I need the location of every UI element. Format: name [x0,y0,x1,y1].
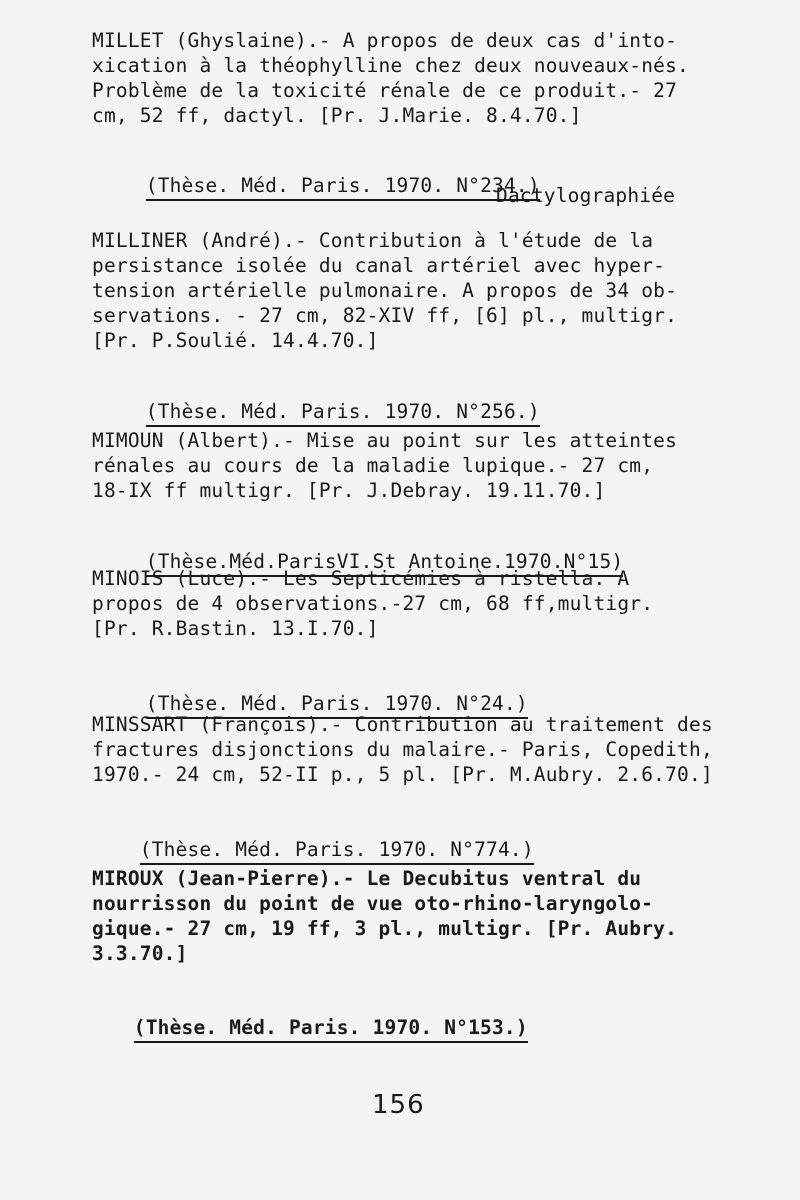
entry-line: Problème de la toxicité rénale de ce produit.- 27 [92,79,678,102]
thesis-reference [98,150,540,225]
entry-line: MILLINER (André).- Contribution à l'étude de la [92,229,654,252]
catalog-entry-minois [92,566,712,641]
thesis-reference-text: (Thèse. Méd. Paris. 1970. N°24.) [146,692,528,719]
entry-line: rénales au cours de la maladie lupique.- 27 cm, [92,454,654,477]
catalog-entry-minssart [92,712,732,787]
entry-line: xication à la théophylline chez deux nouveaux-nés. [92,54,689,77]
catalog-entry-millet [92,28,712,128]
catalog-entry-mimoun [92,428,712,503]
entry-line: [Pr. R.Bastin. 13.I.70.] [92,617,379,640]
entry-line: MIROUX (Jean-Pierre).- Le Decubitus ventral du [92,867,642,890]
thesis-reference [86,992,528,1067]
entry-line: servations. - 27 cm, 82-XIV ff, [6] pl., multigr. [92,304,678,327]
entry-line: fractures disjonctions du malaire.- Paris, Copedith, [92,738,713,761]
entry-line: nourrisson du point de vue oto-rhino-laryngolo- [92,892,654,915]
entry-line: gique.- 27 cm, 19 ff, 3 pl., multigr. [Pr. Aubry. [92,917,678,940]
entry-line: persistance isolée du canal artériel avec hyper- [92,254,666,277]
entry-line: MINSSART (François).- Contribution au traitement des [92,713,713,736]
entry-line: [Pr. P.Soulié. 14.4.70.] [92,329,379,352]
entry-line: cm, 52 ff, dactyl. [Pr. J.Marie. 8.4.70.] [92,104,582,127]
entry-line: MIMOUN (Albert).- Mise au point sur les atteintes [92,429,678,452]
page-number: 156 [372,1090,425,1120]
entry-line: 1970.- 24 cm, 52-II p., 5 pl. [Pr. M.Aubry. 2.6.70.] [92,763,713,786]
entry-line: 3.3.70.] [92,942,188,965]
thesis-reference-text: (Thèse.Méd.ParisVI.St Antoine.1970.N°15) [146,550,624,577]
entry-line: MINOIS (Luce).- Les Septicémies à ristella. A [92,567,630,590]
catalog-entry-milliner [92,228,712,353]
thesis-reference-text: (Thèse. Méd. Paris. 1970. N°234.) [146,174,540,201]
entry-line: MILLET (Ghyslaine).- A propos de deux cas d'into- [92,29,678,52]
thesis-reference-text: (Thèse. Méd. Paris. 1970. N°153.) [134,1016,528,1043]
entry-line: tension artérielle pulmonaire. A propos de 34 ob- [92,279,678,302]
thesis-reference-text: (Thèse. Méd. Paris. 1970. N°256.) [146,400,540,427]
thesis-reference-text: (Thèse. Méd. Paris. 1970. N°774.) [140,838,534,865]
entry-line: 18-IX ff multigr. [Pr. J.Debray. 19.11.70.] [92,479,606,502]
dactylographiee-note: Dactylographiée [496,184,676,207]
catalog-entry-miroux [92,866,712,966]
entry-line: propos de 4 observations.-27 cm, 68 ff,multigr. [92,592,654,615]
